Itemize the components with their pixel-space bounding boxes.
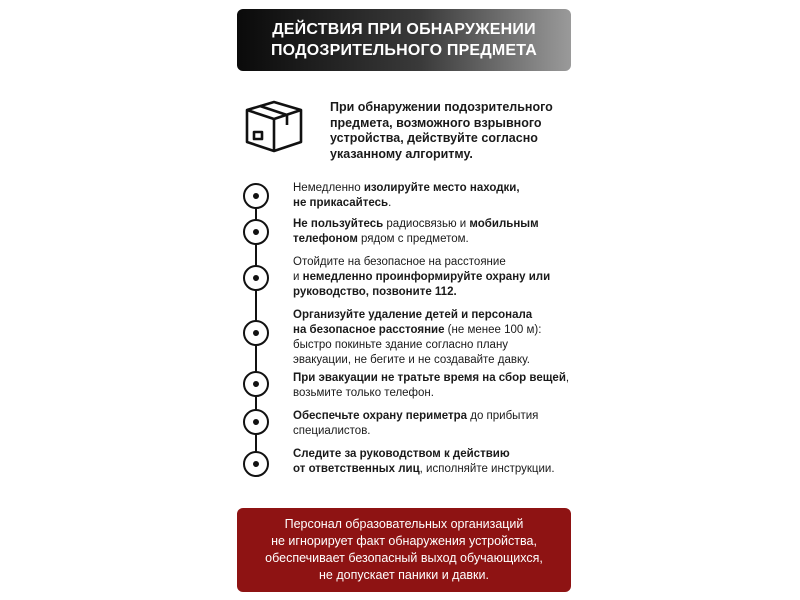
- step-text-regular: , возьмите только телефон.: [293, 372, 570, 399]
- step-text-bold: мобильным телефоном: [293, 218, 539, 245]
- step-marker: [243, 371, 269, 397]
- step-text-regular: до прибытия специалистов.: [293, 410, 539, 437]
- step-2-text: [293, 217, 573, 247]
- step-text-regular: , исполняйте инструкции.: [419, 463, 555, 475]
- step-text-bold: изолируйте место находки, не прикасайтесь: [293, 182, 520, 209]
- step-text-bold: Следите за руководством к действию от ответственных лиц: [293, 448, 510, 475]
- step-4-text: [293, 308, 573, 368]
- step-6-text: [293, 409, 573, 439]
- step-marker: [243, 183, 269, 209]
- step-text-regular: Немедленно: [293, 182, 364, 194]
- step-3-text: [293, 255, 573, 300]
- step-text-bold: Организуйте удаление детей и персонала на безопасное расстояние: [293, 309, 533, 336]
- step-text-regular: .: [388, 197, 392, 209]
- step-marker: [243, 219, 269, 245]
- step-text-regular: (не менее 100 м): быстро покиньте здание согласно плану эвакуации, не бегите и не создавайте давку.: [293, 324, 542, 366]
- step-text-bold: немедленно проинформируйте охрану или руководство, позвоните 112.: [293, 271, 551, 298]
- step-text-regular: радиосвязью и: [383, 218, 470, 230]
- header-title: ДЕЙСТВИЯ ПРИ ОБНАРУЖЕНИИ ПОДОЗРИТЕЛЬНОГО ПРЕДМЕТА: [270, 21, 538, 59]
- step-marker: [243, 451, 269, 477]
- step-text-bold: Обеспечьте охрану периметра: [293, 410, 468, 422]
- box-icon: [241, 92, 307, 158]
- footer-banner: [237, 508, 571, 592]
- step-marker: [243, 320, 269, 346]
- step-marker: [243, 409, 269, 435]
- step-text-bold: Не пользуйтесь: [293, 218, 384, 230]
- step-text-regular: рядом с предметом.: [357, 233, 469, 245]
- footer-text: Персонал образовательных организаций не игнорирует факт обнаружения устройства, обеспечивает безопасный выход обучающихся, не допускает паники и давки.: [265, 517, 543, 582]
- header-banner: [237, 9, 571, 71]
- step-marker: [243, 265, 269, 291]
- step-text-bold: При эвакуации не тратьте время на сбор вещей: [293, 372, 566, 384]
- step-text-regular: Отойдите на безопасное на расстояние и: [293, 256, 506, 283]
- step-7-text: [293, 447, 573, 477]
- intro-text: При обнаружении подозрительного предмета, возможного взрывного устройства, действуйте согласно указанному алгоритму.: [330, 100, 553, 161]
- step-5-text: [293, 371, 573, 401]
- step-1-text: [293, 181, 573, 211]
